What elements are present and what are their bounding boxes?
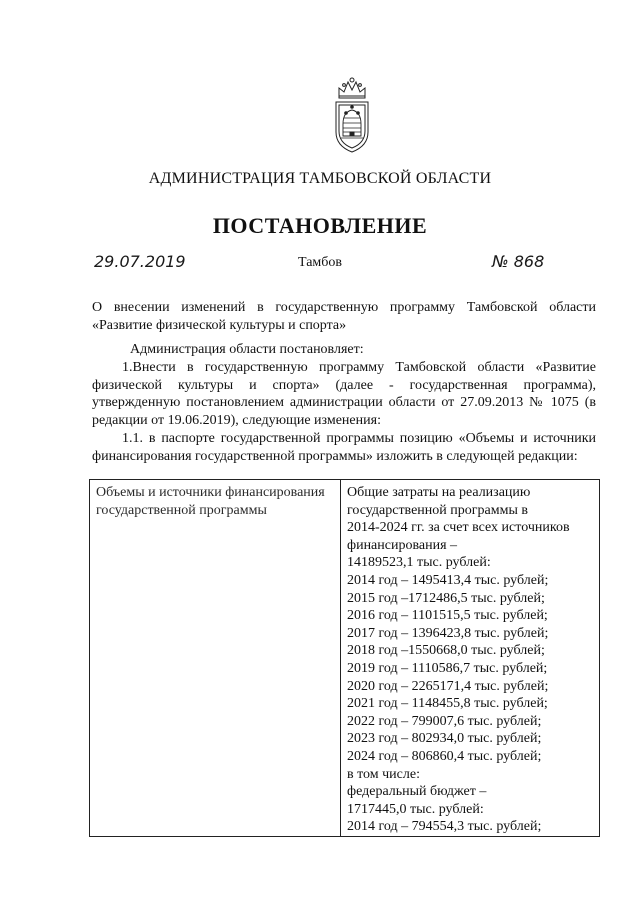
funding-line: в том числе:	[347, 766, 420, 782]
funding-line: Общие затраты на реализацию	[347, 485, 531, 500]
funding-line: 2017 год – 1396423,8 тыс. рублей;	[347, 625, 549, 641]
document-subject: О внесении изменений в государственную программу Тамбовской области «Развитие физической культуры и спорта»	[92, 300, 596, 333]
document-number: № 868	[492, 252, 545, 271]
funding-line: федеральный бюджет –	[347, 784, 487, 800]
funding-line: 2014-2024 гг. за счет всех источников	[347, 520, 570, 536]
funding-line: 2023 год – 802934,0 тыс. рублей;	[347, 731, 542, 747]
funding-line: 14189523,1 тыс. рублей:	[347, 555, 491, 571]
funding-line: государственной программы в	[347, 502, 528, 518]
funding-line: 2019 год – 1110586,7 тыс. рублей;	[347, 660, 548, 676]
funding-line: 2022 год – 799007,6 тыс. рублей;	[347, 713, 542, 729]
funding-line: 2015 год –1712486,5 тыс. рублей;	[347, 590, 545, 606]
funding-line: 2016 год – 1101515,5 тыс. рублей;	[347, 608, 548, 624]
funding-line: 2020 год – 2265171,4 тыс. рублей;	[347, 678, 549, 694]
intro-paragraph: Администрация области постановляет:	[130, 342, 364, 357]
document-title: ПОСТАНОВЛЕНИЕ	[212, 213, 428, 238]
item-1-1-paragraph: 1.1. в паспорте государственной программы позицию «Объемы и источники финансирования государственной программы» изложить в следующей редакции:	[92, 431, 596, 464]
funding-line: 2024 год – 806860,4 тыс. рублей;	[347, 748, 542, 764]
funding-line: 2014 год – 794554,3 тыс. рублей;	[347, 819, 542, 835]
passport-table	[89, 479, 600, 837]
organization-name: АДМИНИСТРАЦИЯ ТАМБОВСКОЙ ОБЛАСТИ	[148, 170, 492, 187]
funding-line: 2021 год – 1148455,8 тыс. рублей;	[347, 696, 548, 712]
funding-label-cell: Объемы и источники финансирования государственной программы	[90, 480, 341, 837]
funding-line: 2014 год – 1495413,4 тыс. рублей;	[347, 572, 549, 588]
funding-line: 2018 год –1550668,0 тыс. рублей;	[347, 643, 545, 659]
tambov-coat-of-arms-icon	[329, 76, 375, 156]
item-1-paragraph: 1.Внести в государственную программу Тамбовской области «Развитие физической культуры и спорта» (далее - государственная программа), утвержденную постановлением администрации области от 27.09.2013 № 1075 (в редакции от 19.06.2019), следующие изменения:	[92, 360, 596, 428]
document-date: 29.07.2019	[94, 252, 186, 271]
funding-line: финансирования –	[347, 537, 458, 553]
funding-details-cell	[341, 480, 600, 837]
document-city: Тамбов	[297, 255, 342, 270]
funding-line: 1717445,0 тыс. рублей:	[347, 801, 484, 817]
table-row	[90, 480, 600, 837]
